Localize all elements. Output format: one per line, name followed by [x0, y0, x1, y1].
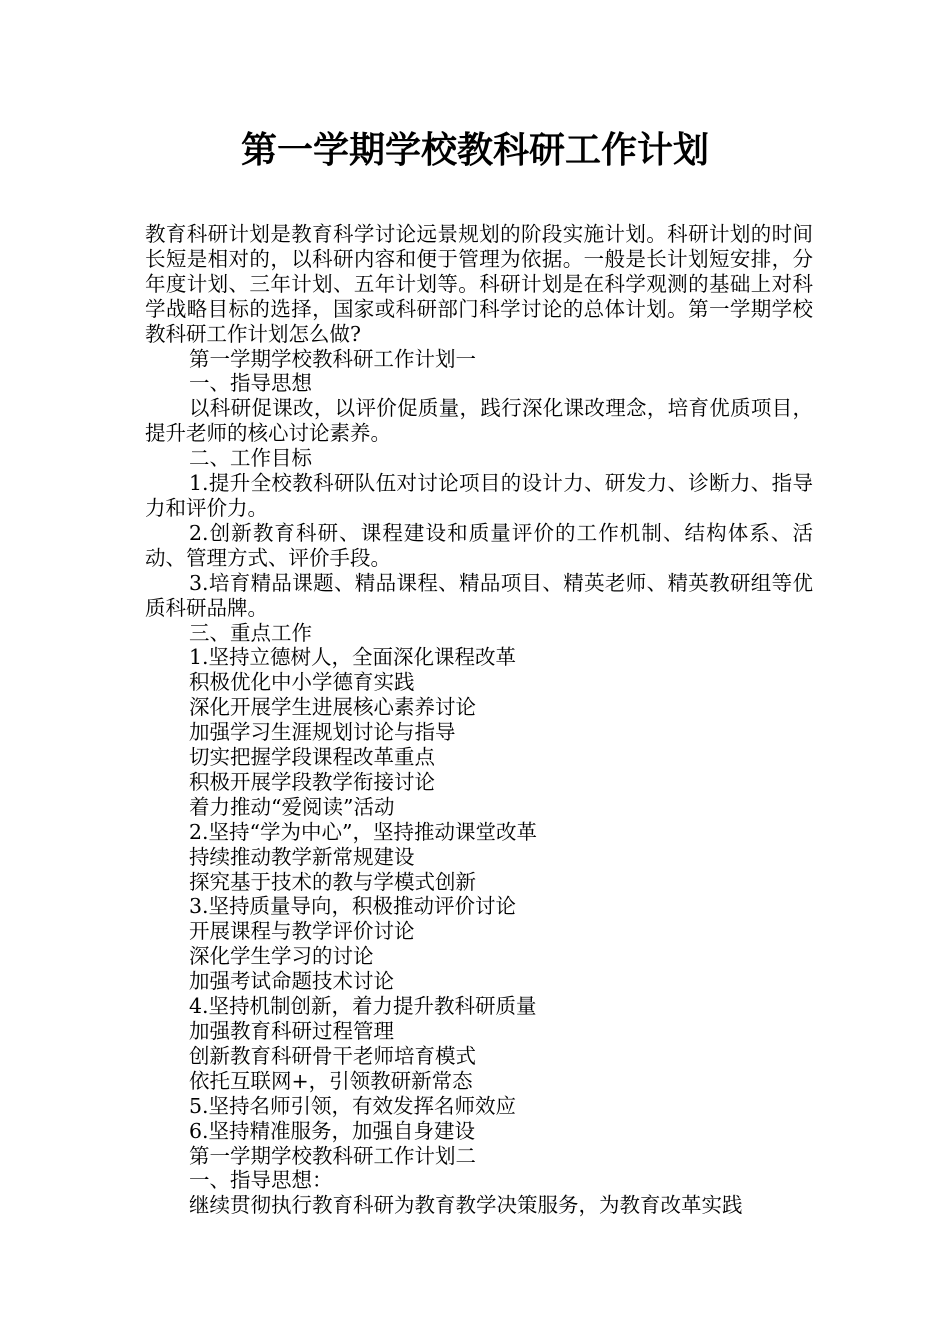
document-paragraph: 创新教育科研骨干老师培育模式	[189, 1043, 476, 1068]
document-paragraph: 三、重点工作	[189, 620, 312, 645]
document-paragraph: 二、工作目标	[189, 446, 312, 471]
document-paragraph: 深化学生学习的讨论	[189, 944, 374, 969]
document-paragraph: 加强教育科研过程管理	[189, 1019, 394, 1043]
document-paragraph: 5.坚持名师引领，有效发挥名师效应	[189, 1093, 517, 1118]
document-paragraph: 6.坚持精准服务，加强自身建设	[189, 1118, 476, 1143]
document-paragraph: 一、指导思想	[189, 371, 312, 396]
document-paragraph: 第一学期学校教科研工作计划一	[189, 346, 476, 371]
document-paragraph: 2.创新教育科研、课程建设和质量评价的工作机制、结构体系、活动、管理方式、评价手段。	[145, 520, 813, 570]
document-paragraph: 探究基于技术的教与学模式创新	[189, 869, 476, 894]
document-paragraph: 2.坚持“学为中心”，坚持推动课堂改革	[189, 819, 538, 844]
document-paragraph: 4.坚持机制创新，着力提升教科研质量	[189, 994, 537, 1019]
document-paragraph: 以科研促课改，以评价促质量，践行深化课改理念，培育优质项目，提升老师的核心讨论素养。	[145, 396, 813, 446]
document-paragraph: 依托互联网+，引领教研新常态	[189, 1068, 473, 1093]
document-paragraph: 1.提升全校教科研队伍对讨论项目的设计力、研发力、诊断力、指导力和评价力。	[145, 471, 813, 520]
document-paragraph: 着力推动“爱阅读”活动	[189, 794, 395, 819]
document-paragraph: 一、指导思想：	[189, 1168, 333, 1193]
document-paragraph: 3.坚持质量导向，积极推动评价讨论	[189, 894, 517, 919]
document-paragraph: 加强考试命题技术讨论	[189, 969, 394, 994]
document-paragraph: 第一学期学校教科研工作计划二	[189, 1143, 476, 1168]
document-paragraph: 持续推动教学新常规建设	[189, 844, 415, 869]
document-paragraph: 加强学习生涯规划讨论与指导	[189, 720, 456, 745]
document-paragraph: 继续贯彻执行教育科研为教育教学决策服务，为教育改革实践	[189, 1193, 743, 1218]
document-paragraph: 积极开展学段教学衔接讨论	[189, 769, 435, 794]
document-paragraph: 教育科研计划是教育科学讨论远景规划的阶段实施计划。科研计划的时间长短是相对的，以科研内容和便于管理为依据。一般是长计划短安排，分年度计划、三年计划、五年计划等。科研计划是在科学观测的基础上对科学战略目标的选择，国家或科研部门科学讨论的总体计划。第一学期学校教科研工作计划怎么做?	[145, 222, 813, 346]
document-paragraph: 积极优化中小学德育实践	[189, 670, 415, 695]
document-paragraph: 3.培育精品课题、精品课程、精品项目、精英老师、精英教研组等优质科研品牌。	[145, 570, 813, 620]
document-paragraph: 切实把握学段课程改革重点	[189, 745, 435, 770]
document-paragraph: 开展课程与教学评价讨论	[189, 919, 415, 944]
document-paragraph: 深化开展学生进展核心素养讨论	[189, 695, 476, 720]
document-body	[145, 222, 813, 1218]
document-title: 第一学期学校教科研工作计划	[240, 130, 709, 171]
document-paragraph: 1.坚持立德树人，全面深化课程改革	[189, 645, 517, 670]
